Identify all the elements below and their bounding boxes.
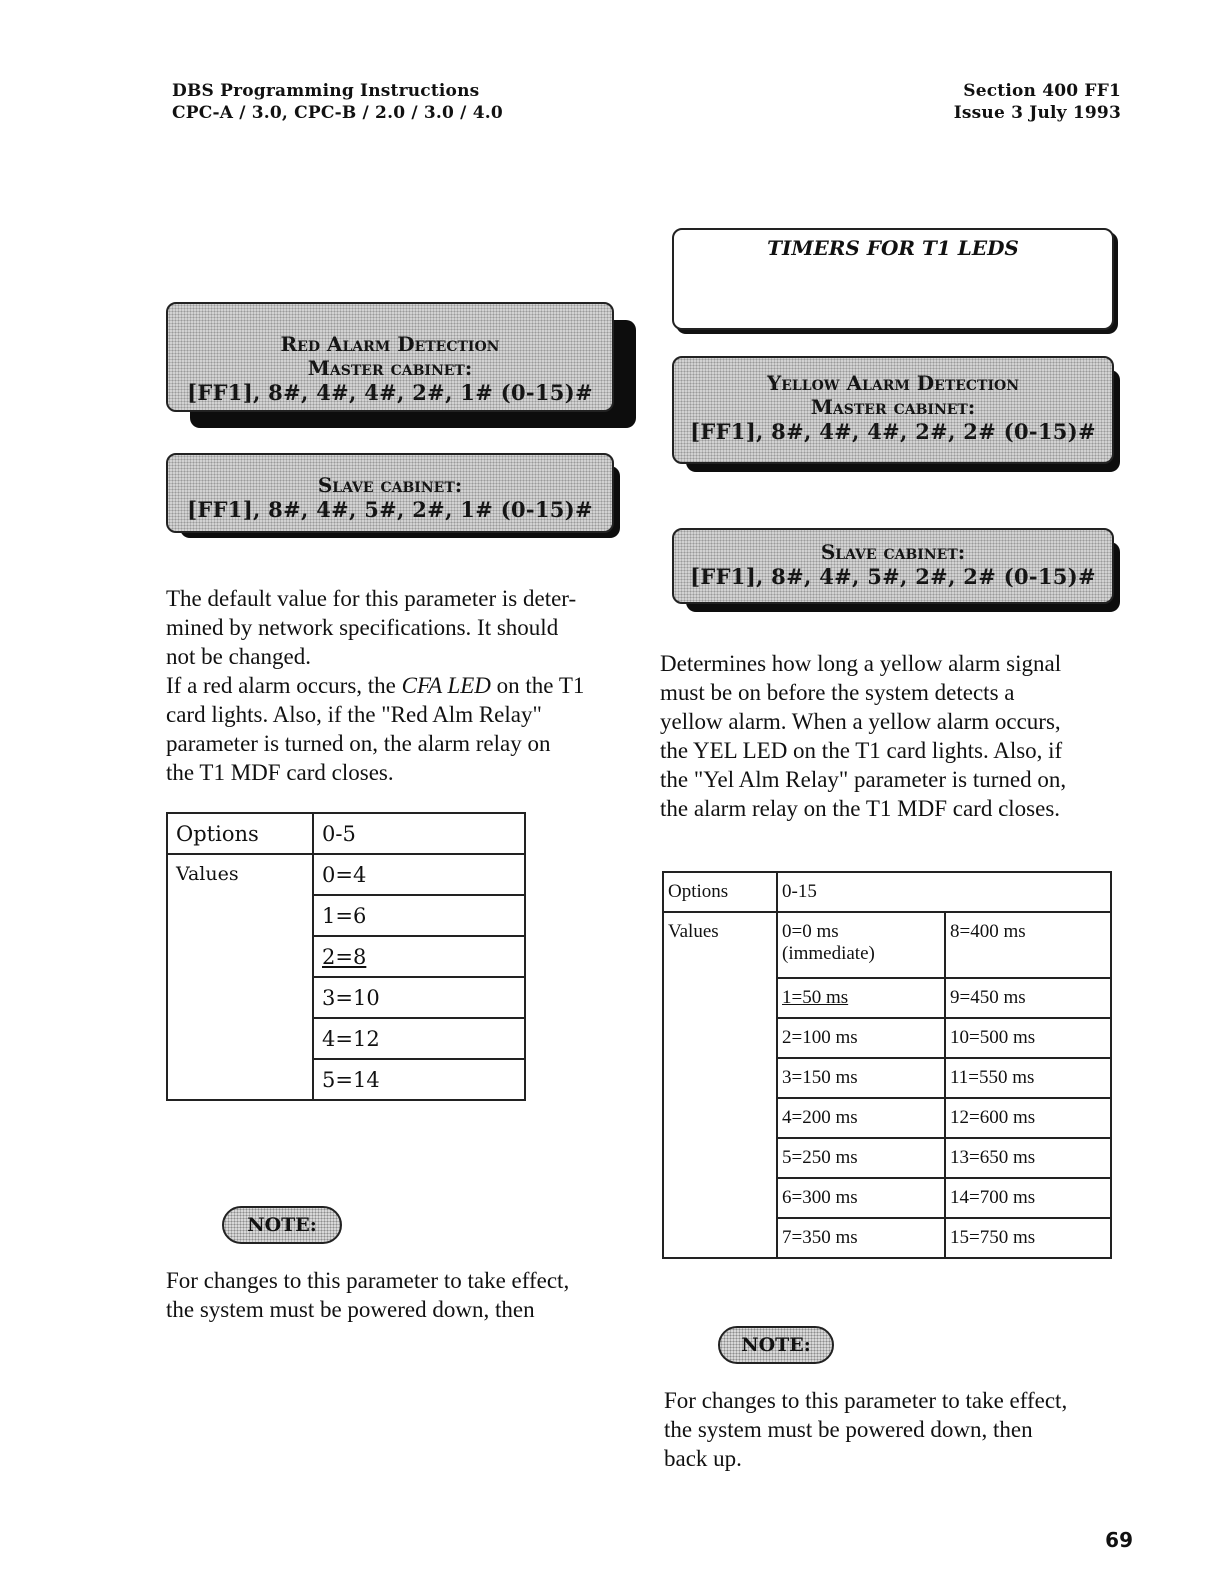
doc-title: DBS Programming Instructions — [172, 81, 480, 101]
value-cell: 6=300 ms — [777, 1178, 945, 1218]
text-line: card lights. Also, if the "Red Alm Relay" — [166, 702, 542, 727]
doc-version: CPC-A / 3.0, CPC-B / 2.0 / 3.0 / 4.0 — [172, 103, 503, 123]
value-cell: 9=450 ms — [945, 978, 1111, 1018]
text-line: For changes to this parameter to take effect, — [664, 1388, 1068, 1413]
value-cell: 4=200 ms — [777, 1098, 945, 1138]
red-slave-label: Slave cabinet: — [317, 473, 463, 497]
right-note-text — [664, 1386, 1144, 1473]
text-line: mined by network specifications. It should — [166, 615, 559, 640]
options-label: Options — [663, 872, 777, 912]
header-left — [172, 80, 503, 124]
red-alarm-box — [166, 302, 614, 412]
timers-title: TIMERS FOR T1 LEDS — [767, 236, 1019, 260]
yellow-slave-box — [672, 528, 1114, 604]
value-cell: 7=350 ms — [777, 1218, 945, 1258]
value-cell: 10=500 ms — [945, 1018, 1111, 1058]
text-line: the "Yel Alm Relay" parameter is turned on, — [660, 767, 1067, 792]
yellow-alarm-box — [672, 356, 1114, 464]
value-cell: 11=550 ms — [945, 1058, 1111, 1098]
value-cell: 8=400 ms — [945, 912, 1111, 978]
values-label: Values — [167, 854, 313, 1100]
value-note: (immediate) — [782, 943, 875, 964]
value-cell: 2=100 ms — [777, 1018, 945, 1058]
red-master-code: [FF1], 8#, 4#, 4#, 2#, 1# (0-15)# — [187, 380, 593, 405]
text-line: must be on before the system detects a — [660, 680, 1015, 705]
value-cell: 13=650 ms — [945, 1138, 1111, 1178]
red-alarm-title: Red Alarm Detection — [280, 332, 500, 356]
text-line: yellow alarm. When a yellow alarm occurs, — [660, 709, 1061, 734]
text-line: the YEL LED on the T1 card lights. Also, if — [660, 738, 1063, 763]
value-cell-default: 2=8 — [313, 936, 525, 977]
value-cell: 15=750 ms — [945, 1218, 1111, 1258]
value-cell: 5=250 ms — [777, 1138, 945, 1178]
text-segment: on the T1 — [490, 673, 585, 698]
text-line: the system must be powered down, then — [166, 1297, 535, 1322]
text-line: back up. — [664, 1446, 742, 1471]
table-row — [167, 813, 525, 854]
header-right — [954, 80, 1121, 124]
yellow-master-label: Master cabinet: — [810, 395, 976, 419]
value-text: 0=0 ms — [782, 921, 839, 942]
value-cell — [777, 912, 945, 978]
text-line: the system must be powered down, then — [664, 1417, 1033, 1442]
note-badge: NOTE: — [222, 1206, 342, 1244]
red-default-paragraph — [166, 584, 644, 787]
text-line: The default value for this parameter is deter- — [166, 586, 577, 611]
value-cell: 3=10 — [313, 977, 525, 1018]
red-slave-box — [166, 453, 614, 533]
yellow-slave-code: [FF1], 8#, 4#, 5#, 2#, 2# (0-15)# — [690, 564, 1096, 589]
table-row — [663, 912, 1111, 978]
value-cell: 3=150 ms — [777, 1058, 945, 1098]
value-cell: 4=12 — [313, 1018, 525, 1059]
value-cell-default: 1=50 ms — [777, 978, 945, 1018]
options-label: Options — [167, 813, 313, 854]
yellow-options-table — [662, 871, 1112, 1259]
text-line: parameter is turned on, the alarm relay on — [166, 731, 551, 756]
text-line: the T1 MDF card closes. — [166, 760, 394, 785]
options-value: 0-15 — [777, 872, 1111, 912]
yellow-slave-label: Slave cabinet: — [820, 540, 966, 564]
note-badge: NOTE: — [718, 1326, 834, 1364]
yellow-paragraph — [660, 649, 1130, 823]
yellow-master-code: [FF1], 8#, 4#, 4#, 2#, 2# (0-15)# — [690, 419, 1096, 444]
timers-heading-box — [672, 228, 1114, 330]
page-number: 69 — [1105, 1528, 1133, 1552]
left-note-text — [166, 1266, 646, 1324]
text-line: For changes to this parameter to take effect, — [166, 1268, 570, 1293]
table-row — [663, 872, 1111, 912]
red-options-table — [166, 812, 526, 1101]
cfa-led-term: CFA LED — [401, 673, 491, 698]
text-line: the alarm relay on the T1 MDF card closes. — [660, 796, 1061, 821]
red-slave-code: [FF1], 8#, 4#, 5#, 2#, 1# (0-15)# — [187, 497, 593, 522]
text-line: not be changed. — [166, 644, 311, 669]
value-cell: 14=700 ms — [945, 1178, 1111, 1218]
table-row — [167, 854, 525, 895]
options-value: 0-5 — [313, 813, 525, 854]
red-master-label: Master cabinet: — [307, 356, 473, 380]
text-segment: If a red alarm occurs, the — [166, 673, 402, 698]
value-cell: 1=6 — [313, 895, 525, 936]
yellow-alarm-title: Yellow Alarm Detection — [766, 371, 1020, 395]
section-label: Section 400 FF1 — [963, 81, 1121, 101]
issue-date: Issue 3 July 1993 — [953, 103, 1121, 123]
value-cell: 0=4 — [313, 854, 525, 895]
values-label: Values — [663, 912, 777, 1258]
text-line — [166, 671, 644, 700]
value-cell: 12=600 ms — [945, 1098, 1111, 1138]
text-line: Determines how long a yellow alarm signal — [660, 651, 1062, 676]
value-cell: 5=14 — [313, 1059, 525, 1100]
